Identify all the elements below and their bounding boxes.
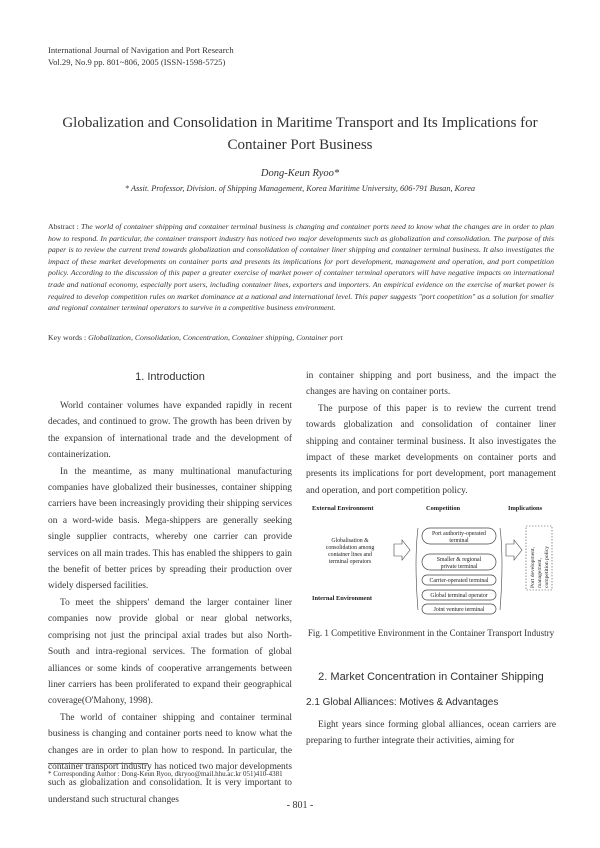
title-line-1: Globalization and Consolidation in Maritime Transport and Its Implications for [62,115,538,131]
fig-impl-line-1: Port development, [530,546,536,588]
caption-label: Fig. 1 [307,628,329,638]
fig-internal-label: Internal Environment [312,595,373,602]
fig-left-line-4: terminal operators [328,559,372,565]
abstract-label: Abstract : [48,222,82,231]
section-2-paragraph: Eight years since forming global alliances, ocean carriers are preparing to further integrate their activities, aiming for [306,720,556,747]
fig-left-line-2: consolidation among [325,545,375,551]
journal-volume: Vol.29, No.9 pp. 801~806, 2005 (ISSN-1598-5725) [48,57,226,67]
intro-paragraph-5: The purpose of this paper is to review the current trend towards globalization and consolidation of container liner shipping and container terminal business. It also investigates the impact of these market developments on container ports and presents its implications for port development, port management and operation, and port competition policy. [306,403,556,496]
section-1-heading: 1. Introduction [135,371,205,383]
fig-impl-line-3: competition policy [544,545,550,588]
fig-item-4: Global terminal operator [430,593,488,599]
fig-item-1-line-1: Port authority-operated [432,531,486,537]
paper-title [40,112,560,156]
subsection-2-1-heading: 2.1 Global Alliances: Motives & Advantages [306,697,499,708]
keywords [48,333,554,342]
right-column [306,368,556,499]
fig-left-line-1: Globalisation & [331,538,369,544]
journal-name: International Journal of Navigation and Port Research [48,45,234,55]
fig-item-5: Joint venture terminal [433,607,485,613]
left-column [48,398,292,808]
fig-header-implications: Implications [508,505,543,512]
keywords-label: Key words : [48,333,89,342]
fig-competition-group [416,528,502,614]
title-line-2: Container Port Business [227,137,373,153]
intro-paragraph-2: In the meantime, as many multinational manufacturing companies have globalized their businesses, container shipping carriers have been increasingly providing their shipping services on a word-wide basis. Mega-shippers are generally seeking single supplier contracts, whereby one carrier can provide services on all main trades. This has enabled the shippers to gain the benefit of better prices by spreading their production over widely dispersed facilities. [48,466,292,592]
author-name: Dong-Keun Ryoo* [260,168,340,179]
journal-header [48,44,234,68]
fig-header-competition: Competition [426,505,461,512]
figure-caption [306,626,556,641]
fig-header-external: External Environment [312,505,374,512]
section-2-heading: 2. Market Concentration in Container Shipping [318,671,544,683]
intro-paragraph-3: To meet the shippers' demand the larger container liner companies now provide global or near global networks, comprising not just the principal axial trades but also North-South and intra-regional services. The formation of global alliances or some kinds of cooperative arrangements between liner carriers has been proliferated to expand their geographical coverage(O'Mahony, 1998). [48,597,292,707]
intro-continuation: in container shipping and port business, and the impact the changes are having on container ports. [306,371,556,398]
footnote: * Corresponding Author : Dong-Keun Ryoo, dkryoo@mail.hhu.ac.kr 051)410-4381 [48,770,283,778]
figure-diagram [310,498,556,620]
fig-arrow-right-icon [394,540,410,560]
fig-item-3: Carrier-operated terminal [429,578,489,584]
fig-left-line-3: container lines and [328,552,372,558]
fig-item-2-line-1: Smaller & regional [436,557,482,563]
footnote-rule [48,763,148,764]
intro-paragraph-4: The world of container shipping and container terminal business is changing and container ports need to know what the changes are in order to plan how to respond. In particular, the container transport industry has noticed two major developments such as globalization and consolidation. It is very important to understand such structural changes [48,712,292,805]
fig-impl-line-2: management, [537,558,543,588]
abstract [48,221,554,314]
figure-1 [310,498,556,620]
caption-text: Competitive Environment in the Container Transport Industry [331,628,555,638]
fig-arrow-implications-icon [506,540,522,560]
intro-paragraph-1: World container volumes have expanded rapidly in recent decades, and continued to grow. The growth has been driven by the expansion of international trade and the development of containerization. [48,401,292,461]
abstract-text: The world of container shipping and container terminal business is changing and container ports need to know what the changes are in order to plan how to respond. In particular, the container transport industry has noticed two major developments such as globalization and consolidation. The purpose of this paper is to review the current trend towards globalization and consolidation of container liner shipping and container terminal business. It also investigates the impact of these market developments on container ports and presents its implications for port development, management and operation, and port competition policy. According to the discussion of this paper a greater exercise of market power of container terminal operators will have negative impacts on international trade and national economy, especially port users, including container lines, exporters and importers. An empirical evidence on the exercise of market power is required to develop competition rules on market dominance at a national and international level. This paper suggests "port coopetition" as a solution for smaller and regional container terminal operators to survive in a competitive business environment. [48,222,554,313]
fig-item-2-line-2: private terminal [440,564,478,570]
fig-item-1-line-2: terminal [449,538,469,544]
author-affiliation: * Assit. Professor, Division. of Shipping Management, Korea Maritime University, 606-791 Busan, Korea [124,184,476,193]
keywords-text: Globalization, Consolidation, Concentration, Container shipping, Container port [88,333,343,342]
section-2-text [306,717,556,750]
page-number: - 801 - [286,800,314,811]
